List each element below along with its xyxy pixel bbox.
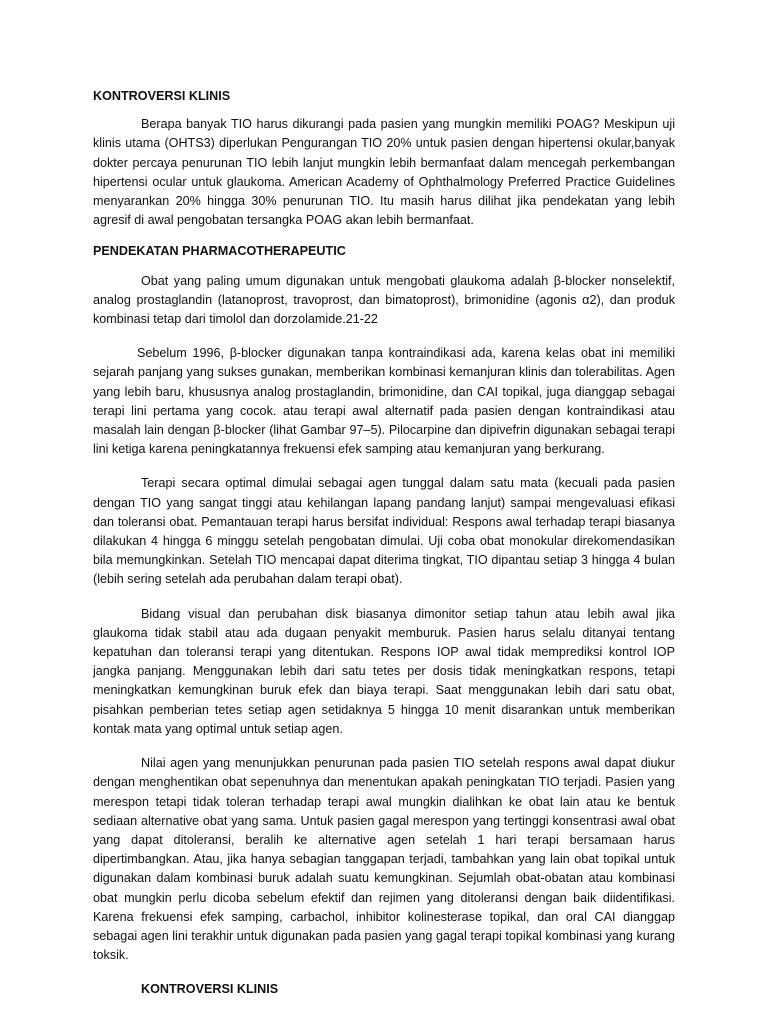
document-page [93,84,675,1000]
paragraph-clinical-controversy: Berapa banyak TIO harus dikurangi pada pasien yang mungkin memiliki POAG? Meskipun uji klinis utama (OHTS3) diperlukan Pengurangan TIO 20% untuk pasien dengan hipertensi okular,banyak dokter percaya penurunan TIO lebih lanjut mungkin lebih bermanfaat dalam mencegah perkembangan hipertensi ocular untuk glaukoma. American Academy of Ophthalmology Preferred Practice Guidelines menyarankan 20% hingga 30% penurunan TIO. Itu masih harus dilihat jika pendekatan yang lebih agresif di awal pengobatan tersangka POAG akan lebih bermanfaat. [93,117,675,228]
section-heading-pharmacotherapeutic: PENDEKATAN PHARMACOTHERAPEUTIC [93,244,346,259]
section-heading-kontroversi-klinis: KONTROVERSI KLINIS [93,89,231,103]
paragraph-optimal-therapy: Terapi secara optimal dimulai sebagai agen tunggal dalam satu mata (kecuali pada pasien dengan TIO yang sangat tinggi atau kehilangan lapang pandang lanjut) sampai mengevaluasi efikasi dan toleransi obat. Pemantauan terapi harus bersifat individual: Respons awal terhadap terapi biasanya dilakukan 4 hingga 6 minggu setelah pengobatan dimulai. Uji coba obat monokular direkomendasikan bila memungkinkan. Setelah TIO mencapai dapat diterima tingkat, TIO dipantau setiap 3 hingga 4 bulan (lebih sering setelah ada perubahan dalam terapi obat). [93,476,675,587]
paragraph-beta-blocker-history: Sebelum 1996, β-blocker digunakan tanpa kontraindikasi ada, karena kelas obat ini memiliki sejarah panjang yang sukses gunakan, memberikan kombinasi kemanjuran klinis dan tolerabilitas. Agen yang lebih baru, khususnya analog prostaglandin, brimonidine, dan CAI topikal, juga dianggap sebagai terapi lini pertama yang cocok. atau terapi awal alternatif pada pasien dengan kontraindikasi atau masalah lain dengan β-blocker (lihat Gambar 97–5). Pilocarpine dan dipivefrin digunakan sebagai terapi lini ketiga karena peningkatannya frekuensi efek samping atau kemanjuran yang berkurang. [93,346,675,457]
section-heading-kontroversi-klinis-2: KONTROVERSI KLINIS [141,982,279,997]
paragraph-common-drugs: Obat yang paling umum digunakan untuk mengobati glaukoma adalah β-blocker nonselektif, analog prostaglandin (latanoprost, travoprost, dan bimatoprost), brimonidine (agonis α2), dan produk kombinasi tetap dari timolol dan dorzolamide.21-22 [93,273,675,327]
paragraph-visual-field-monitoring: Bidang visual dan perubahan disk biasanya dimonitor setiap tahun atau lebih awal jika glaukoma tidak stabil atau ada dugaan penyakit memburuk. Pasien harus selalu ditanyai tentang kepatuhan dan toleransi terapi yang ditentukan. Respons IOP awal tidak memprediksi kontrol IOP jangka panjang. Menggunakan lebih dari satu tetes per dosis tidak meningkatkan respons, tetapi meningkatkan kemungkinan buruk efek dan biaya terapi. Saat menggunakan lebih dari satu obat, pisahkan pemberian tetes setiap agen setidaknya 5 hingga 10 menit disarankan untuk memberikan kontak mata yang optimal untuk setiap agen. [93,606,675,736]
paragraph-agent-value: Nilai agen yang menunjukkan penurunan pada pasien TIO setelah respons awal dapat diukur dengan menghentikan obat sepenuhnya dan menentukan apakah peningkatan TIO terjadi. Pasien yang merespon tetapi tidak toleran terhadap terapi awal mungkin dialihkan ke obat lain atau ke bentuk sediaan alternative obat yang sama. Untuk pasien gagal merespon yang tertinggi konsentrasi awal obat yang dapat ditoleransi, beralih ke alternative agen setelah 1 hari terapi bersamaan harus dipertimbangkan. Atau, jika hanya sebagian tanggapan terjadi, tambahkan yang lain obat topikal untuk digunakan dalam kombinasi buruk adalah suatu kemungkinan. Sejumlah obat-obatan atau kombinasi obat mungkin perlu dicoba sebelum efektif dan rejimen yang ditoleransi dengan baik diidentifikasi. Karena frekuensi efek samping, carbachol, inhibitor kolinesterase topikal, dan oral CAI dianggap sebagai agen lini terakhir untuk digunakan pada pasien yang gagal terapi topikal kombinasi yang kurang toksik. [93,756,675,963]
